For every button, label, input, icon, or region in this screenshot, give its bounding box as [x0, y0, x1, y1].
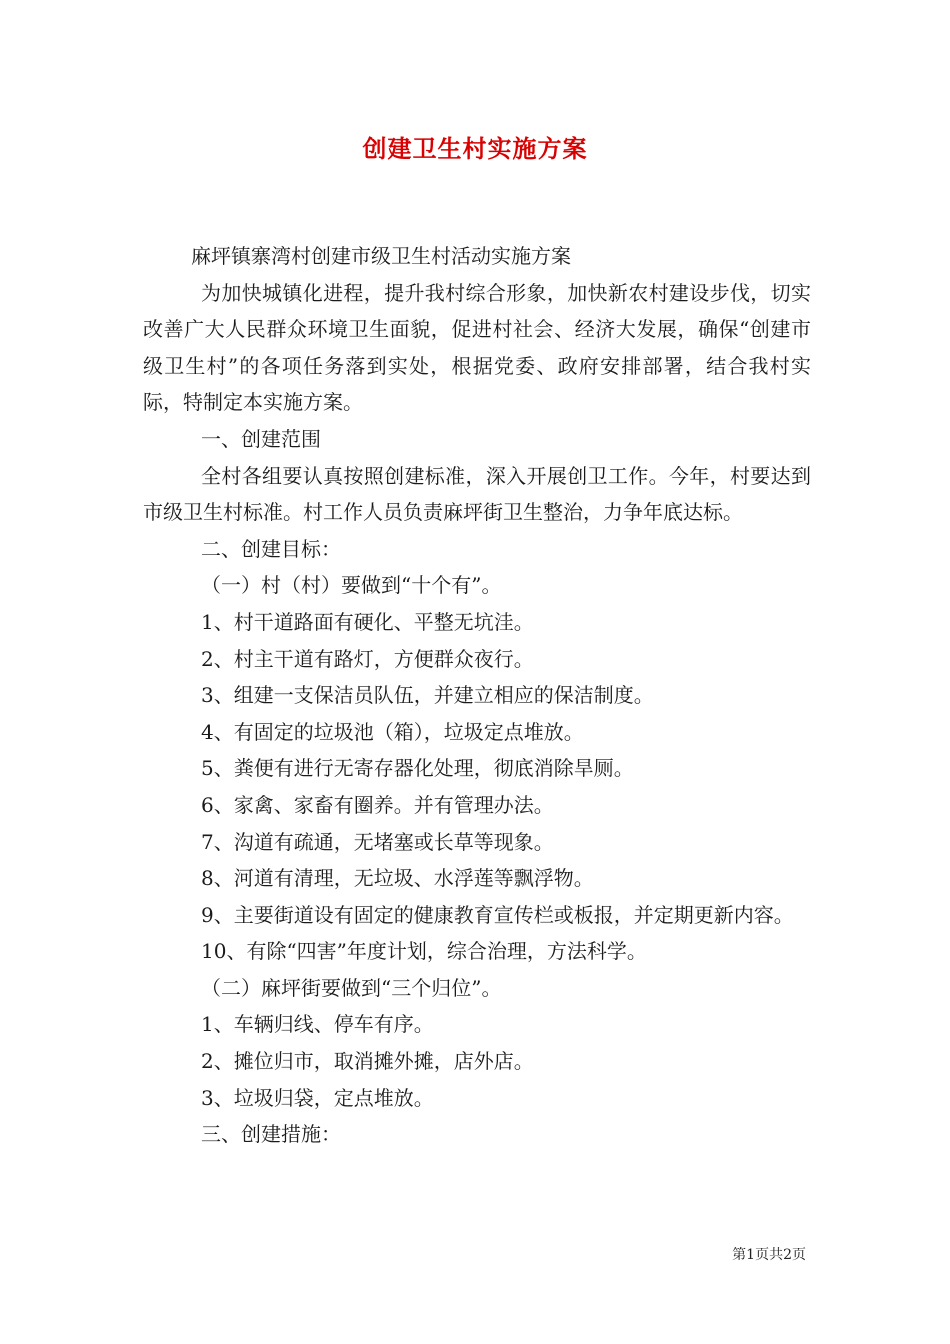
subsection-heading-village: （一）村（村）要做到“十个有”。	[201, 573, 502, 598]
list-item: 10、有除“四害”年度计划，综合治理，方法科学。	[201, 939, 647, 964]
list-item: 3、垃圾归袋，定点堆放。	[201, 1085, 434, 1110]
list-item: 8、河道有清理，无垃圾、水浮莲等飘浮物。	[201, 866, 594, 891]
document-title: 创建卫生村实施方案	[362, 134, 588, 163]
paragraph-subtitle: 麻坪镇寨湾村创建市级卫生村活动实施方案	[191, 244, 571, 268]
section-heading-goals: 二、创建目标：	[201, 536, 341, 561]
document-body	[143, 238, 811, 1153]
subsection-heading-street: （二）麻坪街要做到“三个归位”。	[201, 975, 502, 1000]
list-item: 1、村干道路面有硬化、平整无坑洼。	[201, 609, 534, 634]
section-heading-scope: 一、创建范围	[201, 426, 321, 451]
list-item: 1、车辆归线、停车有序。	[201, 1012, 434, 1037]
list-item: 6、家禽、家畜有圈养。并有管理办法。	[201, 792, 554, 817]
list-item: 4、有固定的垃圾池（箱），垃圾定点堆放。	[201, 719, 584, 744]
list-item: 7、沟道有疏通，无堵塞或长草等现象。	[201, 829, 554, 854]
list-item: 9、主要街道设有固定的健康教育宣传栏或板报，并定期更新内容。	[201, 902, 794, 927]
list-item: 2、村主干道有路灯，方便群众夜行。	[201, 646, 534, 671]
list-item: 5、粪便有进行无寄存器化处理，彻底消除旱厕。	[201, 756, 634, 781]
list-item: 3、组建一支保洁员队伍，并建立相应的保洁制度。	[201, 683, 654, 708]
paragraph-intro: 为加快城镇化进程，提升我村综合形象，加快新农村建设步伐，切实改善广大人民群众环境卫生面貌，促进村社会、经济大发展，确保“创建市级卫生村”的各项任务落到实处，根据党委、政府安排部署，结合我村实际，特制定本实施方案。	[143, 280, 811, 415]
paragraph-scope: 全村各组要认真按照创建标准，深入开展创卫工作。今年，村要达到市级卫生村标准。村工作人员负责麻坪街卫生整治，力争年底达标。	[143, 463, 811, 525]
section-heading-measures: 三、创建措施：	[201, 1122, 341, 1147]
page-number-footer: 第1页共2页	[732, 1247, 806, 1263]
list-item: 2、摊位归市，取消摊外摊，店外店。	[201, 1049, 534, 1074]
